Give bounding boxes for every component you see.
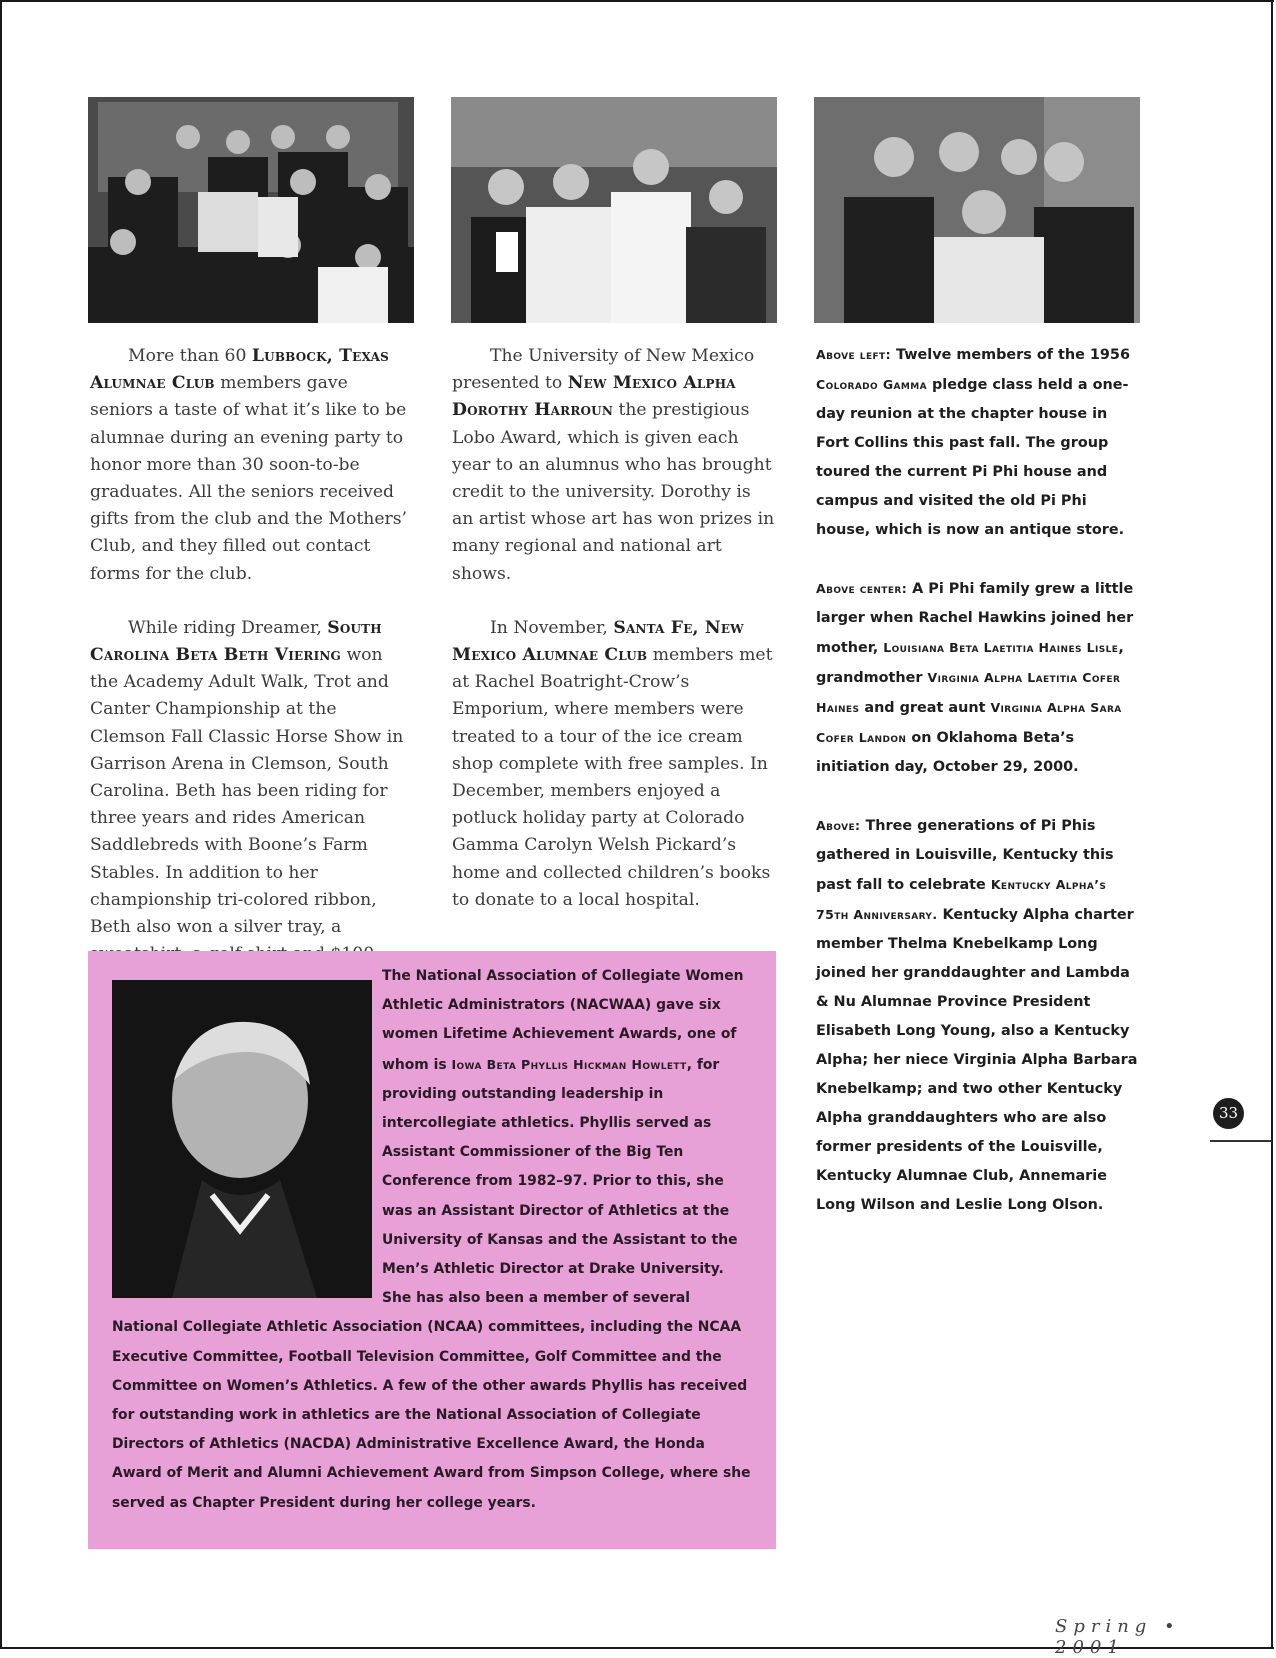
caption-left-lead: Twelve members of the 1956 xyxy=(890,347,1130,363)
caption-above-event: Kentucky Alpha’s 75th Anniversary. xyxy=(816,877,1107,922)
harroun-member-name: New Mexico Alpha Dorothy Harroun xyxy=(452,373,736,421)
caption-label-above: Above: xyxy=(816,818,861,833)
portrait-text-wrap-spacer xyxy=(112,980,382,1296)
caption-center-mid2: and great aunt xyxy=(859,700,991,716)
caption-above-body: Kentucky Alpha charter member Thelma Knebelkamp Long joined her granddaughter and Lambda & Nu Alumnae Province President Elisabeth Long Young, also a Kentucky Alpha; her niece Virginia Alpha Barbara Knebelkamp; and two other Kentucky Alpha granddaughters who are also former presidents of the Louisville, Kentucky Alumnae Club, Annemarie Long Wilson and Leslie Long Olson. xyxy=(816,907,1138,1213)
page-number-badge: 33 xyxy=(1213,1098,1244,1129)
harroun-paragraph xyxy=(452,343,776,588)
caption-center-mid1: , grandmother xyxy=(816,640,1124,686)
santa-fe-text-body: members met at Rachel Boatright-Crow’s Emporium, where members were treated to a tour of the ice cream shop complete with free samples. In December, members enjoyed a potluck holiday party at Colorado Gamma Carolyn Welsh Pickard’s home and collected children’s books to donate to a local hospital. xyxy=(452,645,773,910)
caption-center-aunt: Virginia Alpha Sara Cofer Landon xyxy=(816,700,1122,745)
howlett-member-name: Iowa Beta Phyllis Hickman Howlett xyxy=(451,1056,687,1072)
nacwaa-text-lead: The National Association of Collegiate Women Athletic Administrators (NACWAA) gave six women Lifetime Achievement Awards, one of whom is xyxy=(382,968,744,1073)
caption-above-center xyxy=(816,574,1138,782)
column-left-text xyxy=(90,343,412,968)
viering-text-lead: While riding Dreamer, xyxy=(128,617,328,638)
issue-footer: Spring • 2001 xyxy=(1055,1616,1181,1658)
right-edge-rule xyxy=(1271,0,1273,1649)
column-center-text xyxy=(452,343,776,914)
lubbock-text-lead: More than 60 xyxy=(128,346,252,366)
caption-center-body: on Oklahoma Beta’s initiation day, October 29, 2000. xyxy=(816,730,1079,775)
caption-above-lead: Three generations of Pi Phis gathered in Louisville, Kentucky this past fall to celebrate xyxy=(816,818,1114,893)
caption-center-grandmother: Virginia Alpha Laetitia Cofer Haines xyxy=(816,670,1121,715)
caption-above-left xyxy=(816,340,1138,545)
new-mexico-family-photo xyxy=(451,97,777,323)
caption-center-mother: Louisiana Beta Laetitia Haines Lisle xyxy=(883,640,1119,655)
caption-label-above-left: Above left: xyxy=(816,347,891,362)
caption-left-body: pledge class held a one-day reunion at the chapter house in Fort Collins this past fall. The group toured the current Pi Phi house and campus and visited the old Pi Phi house, which is now an antique store. xyxy=(816,377,1129,538)
lubbock-paragraph xyxy=(90,343,412,588)
caption-center-lead: A Pi Phi family grew a little larger when Rachel Hawkins joined her mother, xyxy=(816,581,1134,656)
viering-text-body: won the Academy Adult Walk, Trot and Canter Championship at the Clemson Fall Classic Horse Show in Garrison Arena in Clemson, South Carolina. Beth has been riding for three years and rides American Saddlebreds with Boone’s Farm Stables. In addition to her championship tri-colored ribbon, Beth also won a silver tray, a xyxy=(90,645,404,938)
harroun-text-body: the prestigious Lobo Award, which is given each year to an alumnus who has brought credit to the university. Dorothy is an artist whose art has won prizes in many regional and national art shows. xyxy=(452,400,775,584)
lubbock-club-name: Lubbock, Texas Alumnae Club xyxy=(90,346,389,394)
santa-fe-paragraph xyxy=(452,615,776,914)
page-number-rule xyxy=(1210,1140,1272,1142)
harroun-text-lead: The University of New Mexico presented to xyxy=(452,346,755,394)
lubbock-text-body: members gave seniors a taste of what it’s like to be alumnae during an evening party to honor more than 30 soon-to-be graduates. All the seniors received gifts from the club and the Mothers’ Club, and they filled out contact forms for the club. xyxy=(90,373,407,584)
viering-member-name: South Carolina Beta Beth Viering xyxy=(90,617,382,666)
nacwaa-feature-text xyxy=(112,962,754,1518)
colorado-gamma-reunion-photo xyxy=(814,97,1140,323)
santa-fe-club-name: Santa Fe, New Mexico Alumnae Club xyxy=(452,617,744,666)
viering-paragraph xyxy=(90,615,412,969)
caption-above xyxy=(816,811,1138,1220)
caption-label-above-center: Above center: xyxy=(816,581,908,596)
nacwaa-text-body: , for providing outstanding leadership in intercollegiate athletics. Phyllis served as Assistant Commissioner of the Big Ten Conference from 1982–97. Prior to this, she was an Assistant Director of Athletics at the University of Kansas and the Assistant to the Men’s Athletic Director at Drake University. She has also been a member of several National Collegiate Athletic Association (NCAA) committees, including the NCAA Executive Committee, Football Television Committee, Golf Committee and the Committee on Women’s Athletics. A few of the other awards Phyllis has received for outstanding work in athletics are the National Association of Collegiate Directors of Athletics (NACDA) Administrative Excellence Award, the Honda Award of Merit and Alumni Achievement Award from Simpson College, where she served as Chapter President during her college years. xyxy=(112,1056,751,1511)
santa-fe-text-lead: In November, xyxy=(490,617,614,638)
photo-captions xyxy=(816,340,1138,1220)
lubbock-alumnae-photo xyxy=(88,97,414,323)
caption-left-chapter: Colorado Gamma xyxy=(816,377,927,392)
